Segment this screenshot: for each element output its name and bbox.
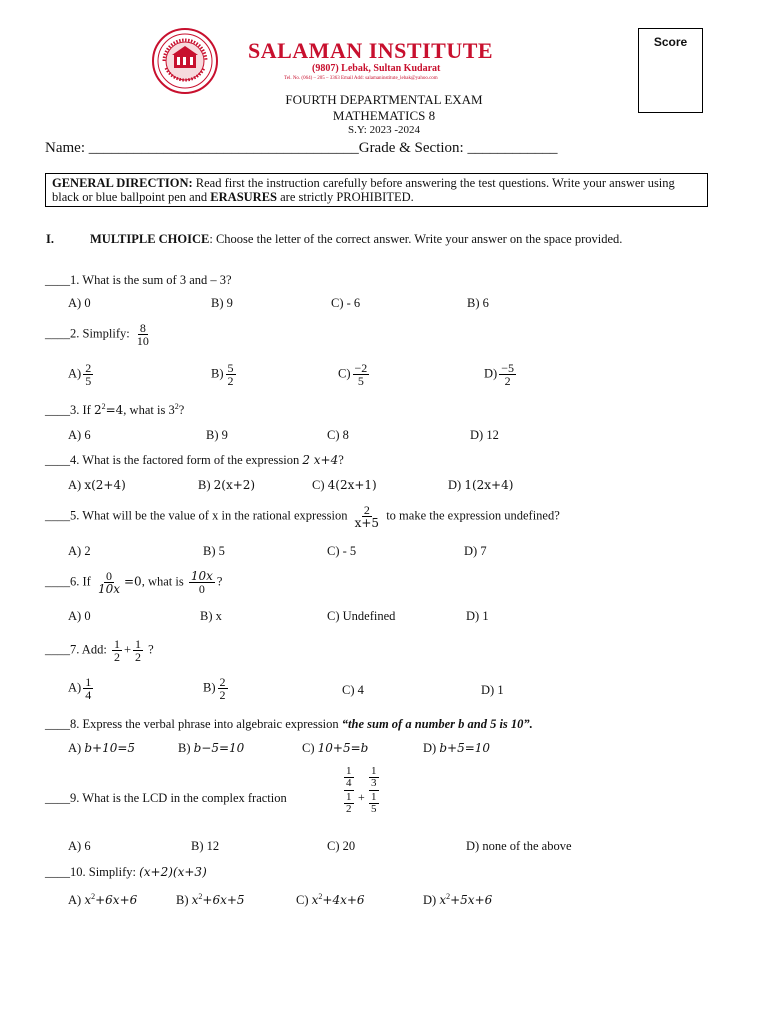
q4-c-label: C) (312, 478, 325, 492)
q10-a-var: x (84, 893, 92, 908)
q10-choice-c[interactable] (296, 892, 365, 908)
question-7 (45, 638, 154, 663)
q1-choice-c[interactable]: C) - 6 (331, 296, 361, 310)
question-9: ____9. What is the LCD in the complex fraction (45, 791, 287, 805)
q10-d-exp: 2 (446, 892, 451, 901)
q10-c-rest: +4x+6 (322, 893, 365, 908)
institute-name: SALAMAN INSTITUTE (248, 38, 494, 63)
q9-complex-fraction-1 (344, 766, 354, 815)
q2-a-den: 5 (85, 374, 92, 388)
q4-d-value: 1(2x+4) (464, 478, 514, 492)
q2-den: 10 (136, 334, 149, 348)
q2-b-label: B) (211, 366, 224, 381)
q8-choice-a[interactable] (68, 741, 135, 756)
name-field[interactable]: Name: ____________________________________ (45, 140, 359, 156)
q7-n2: 1 (135, 637, 141, 651)
q7-choice-c[interactable]: C) 4 (342, 683, 364, 697)
q10-a-exp: 2 (91, 892, 96, 901)
q10-choice-d[interactable] (423, 892, 492, 908)
q4-expr: 2 x+4 (302, 453, 339, 467)
q7-choice-d[interactable]: D) 1 (481, 683, 504, 697)
q9-plus: + (358, 790, 365, 804)
q6-d1: 10x (97, 582, 120, 596)
q10-expr: (x+2)(x+3) (139, 865, 207, 879)
q1-choice-a[interactable]: A) 0 (68, 296, 91, 310)
q2-b-num: 5 (227, 361, 234, 375)
q2-choice-b[interactable] (211, 362, 238, 387)
q9-f2-bot-d: 5 (371, 803, 377, 815)
q7-qmark: ? (145, 642, 154, 657)
q4-d-label: D) (448, 478, 462, 492)
q9-f1-top-n: 1 (346, 765, 352, 777)
q4-choice-b[interactable] (198, 478, 255, 493)
q3-choice-c[interactable]: C) 8 (327, 428, 349, 442)
q6-stem: ____6. If (45, 574, 94, 589)
q6-n1: 0 (105, 569, 112, 583)
q3-qmark: ? (178, 403, 185, 418)
q3-exp: 2 (101, 402, 106, 411)
q5-choice-a[interactable]: A) 2 (68, 544, 91, 558)
q10-d-rest: +5x+6 (450, 893, 493, 908)
q2-num: 8 (139, 321, 146, 335)
school-year: S.Y: 2023 -2024 (347, 124, 421, 136)
section-heading (46, 232, 706, 247)
q3-base: 2 (93, 403, 102, 418)
q10-b-var: x (191, 893, 199, 908)
q7-d1: 2 (113, 650, 120, 664)
direction-strong: ERASURES (210, 190, 277, 204)
q8-phrase: “the sum of a number b and 5 is 10”. (341, 717, 533, 731)
q4-choice-c[interactable] (312, 478, 377, 493)
q7-b-den: 2 (219, 688, 226, 702)
q3-stem: ____3. If (45, 403, 94, 418)
q8-c-label: C) (302, 741, 315, 755)
q2-a-label: A) (68, 366, 82, 381)
general-direction-box (45, 173, 708, 207)
q6-choice-c[interactable]: C) Undefined (327, 609, 396, 623)
q8-a-value: b+10=5 (84, 741, 136, 755)
institute-contact: Tel. No. (064) – 205 – 3363 Email Add: salamaninstitute_lebak@yahoo.com (284, 76, 438, 81)
q5-num: 2 (363, 503, 370, 517)
q9-f1-top-d: 4 (346, 777, 352, 789)
q8-a-label: A) (68, 741, 82, 755)
q7-a-num: 1 (85, 675, 92, 689)
q3-what: , what is (123, 403, 169, 418)
q3-choice-d[interactable]: D) 12 (470, 428, 499, 442)
q8-choice-c[interactable] (302, 741, 368, 756)
q4-a-label: A) (68, 478, 82, 492)
q9-choice-d[interactable]: D) none of the above (466, 839, 572, 853)
question-10 (45, 865, 207, 880)
q10-c-var: x (311, 893, 319, 908)
question-4 (45, 453, 344, 468)
q9-f2-top-n: 1 (371, 765, 377, 777)
q2-choice-c[interactable] (338, 362, 371, 387)
q9-f2-bot-n: 1 (371, 791, 377, 803)
q2-choice-a[interactable] (68, 362, 95, 387)
q2-choice-d[interactable] (484, 362, 518, 387)
direction-text: Read first the instruction carefully before answering the test questions. Write your answer using black or blue ballpoint pen and (52, 176, 675, 204)
q2-fraction (135, 322, 151, 347)
q10-d-label: D) (423, 893, 437, 908)
q8-b-label: B) (178, 741, 191, 755)
institute-address: (9807) Lebak, Sultan Kudarat (312, 63, 441, 74)
q9-choice-b[interactable]: B) 12 (191, 839, 220, 853)
q1-choice-b[interactable]: B) 9 (211, 296, 233, 310)
direction-label: GENERAL DIRECTION: (52, 176, 193, 190)
q6-d2: 0 (198, 582, 205, 596)
q2-stem: ____2. Simplify: (45, 326, 133, 341)
q10-a-label: A) (68, 893, 82, 908)
q4-stem: ____4. What is the factored form of the expression (45, 453, 303, 467)
section-instruction: : Choose the letter of the correct answer. Write your answer on the space provided. (209, 232, 623, 246)
q6-choice-a[interactable]: A) 0 (68, 609, 91, 623)
q2-a-num: 2 (85, 361, 92, 375)
q10-choice-a[interactable] (68, 892, 137, 908)
q4-c-value: 4(2x+1) (327, 478, 377, 492)
q5-choice-c[interactable]: C) - 5 (327, 544, 357, 558)
q2-c-den: 5 (357, 374, 364, 388)
q10-d-var: x (439, 893, 447, 908)
q8-stem: ____8. Express the verbal phrase into algebraic expression (45, 717, 342, 731)
q4-qmark: ? (338, 453, 344, 467)
q4-b-label: B) (198, 478, 211, 492)
q2-d-num: −5 (501, 361, 514, 375)
q2-d-label: D) (484, 366, 498, 381)
q7-choice-b[interactable] (203, 676, 230, 701)
q6-choice-b[interactable]: B) x (200, 609, 222, 623)
q5-stem: ____5. What will be the value of x in the rational expression (45, 508, 351, 523)
question-6 (45, 570, 222, 595)
q9-f2-top-d: 3 (371, 777, 377, 789)
institute-seal-logo (152, 28, 218, 94)
q9-f1-bot-d: 2 (346, 803, 352, 815)
q4-choice-a[interactable] (68, 478, 126, 493)
q9-choice-a[interactable]: A) 6 (68, 839, 91, 853)
score-label: Score (653, 35, 688, 49)
q10-b-label: B) (176, 893, 189, 908)
section-title: MULTIPLE CHOICE (90, 232, 210, 246)
q10-stem: ____10. Simplify: (45, 865, 140, 879)
question-3 (45, 402, 184, 418)
direction-text-end: are strictly PROHIBITED. (276, 190, 414, 204)
q6-n2: 10x (190, 569, 213, 583)
q4-b-value: 2(x+2) (213, 478, 256, 492)
q8-b-value: b−5=10 (193, 741, 245, 755)
q8-d-label: D) (423, 741, 437, 755)
q6-eq: =0 (124, 574, 142, 589)
q6-choice-d[interactable]: D) 1 (466, 609, 489, 623)
q10-a-rest: +6x+6 (95, 893, 138, 908)
q3-choice-b[interactable]: B) 9 (206, 428, 228, 442)
q5-stem-end: to make the expression undefined? (383, 508, 560, 523)
question-1: ____1. What is the sum of 3 and – 3? (45, 273, 232, 287)
q10-c-label: C) (296, 893, 309, 908)
q7-a-label: A) (68, 680, 82, 695)
q9-complex-fraction-2 (369, 766, 379, 815)
q9-choice-c[interactable]: C) 20 (327, 839, 356, 853)
q7-b-num: 2 (219, 675, 226, 689)
section-number: I. (46, 232, 54, 246)
q5-den: x+5 (354, 516, 380, 530)
q8-c-value: 10+5=b (317, 741, 369, 755)
q10-b-exp: 2 (198, 892, 203, 901)
subject-title: MATHEMATICS 8 (332, 108, 436, 123)
q2-d-den: 2 (504, 374, 511, 388)
q1-choice-d[interactable]: B) 6 (467, 296, 489, 310)
q3-choice-a[interactable]: A) 6 (68, 428, 91, 442)
q2-c-num: −2 (354, 361, 368, 375)
q7-stem: ____7. Add: (45, 642, 110, 657)
q2-b-den: 2 (227, 374, 234, 388)
exam-title: FOURTH DEPARTMENTAL EXAM (285, 92, 483, 107)
q2-c-label: C) (338, 366, 351, 381)
q4-a-value: x(2+4) (84, 478, 126, 492)
q8-choice-d[interactable] (423, 741, 490, 756)
q3-base2: 3 (168, 403, 175, 418)
q7-d2: 2 (135, 650, 141, 664)
q6-qmark: ? (216, 574, 223, 589)
question-5 (45, 504, 560, 529)
grade-section-field[interactable]: Grade & Section: ____________ (358, 140, 558, 156)
q7-n1: 1 (113, 637, 120, 651)
question-8 (45, 717, 533, 732)
q9-f1-bot-n: 1 (346, 791, 352, 803)
q5-choice-b[interactable]: B) 5 (203, 544, 225, 558)
q4-choice-d[interactable] (448, 478, 513, 493)
q10-b-rest: +6x+5 (202, 893, 245, 908)
q3-eq: =4 (105, 403, 124, 418)
q6-what: , what is (141, 574, 187, 589)
q7-choice-a[interactable] (68, 676, 95, 701)
q10-c-exp: 2 (318, 892, 323, 901)
q10-choice-b[interactable] (176, 892, 245, 908)
q7-b-label: B) (203, 680, 216, 695)
q7-a-den: 4 (85, 688, 92, 702)
student-info-row (45, 140, 557, 157)
q5-choice-d[interactable]: D) 7 (464, 544, 487, 558)
q8-d-value: b+5=10 (439, 741, 491, 755)
q3-exp2: 2 (174, 402, 179, 411)
q7-plus: + (123, 642, 131, 657)
q8-choice-b[interactable] (178, 741, 244, 756)
question-2 (45, 322, 153, 347)
